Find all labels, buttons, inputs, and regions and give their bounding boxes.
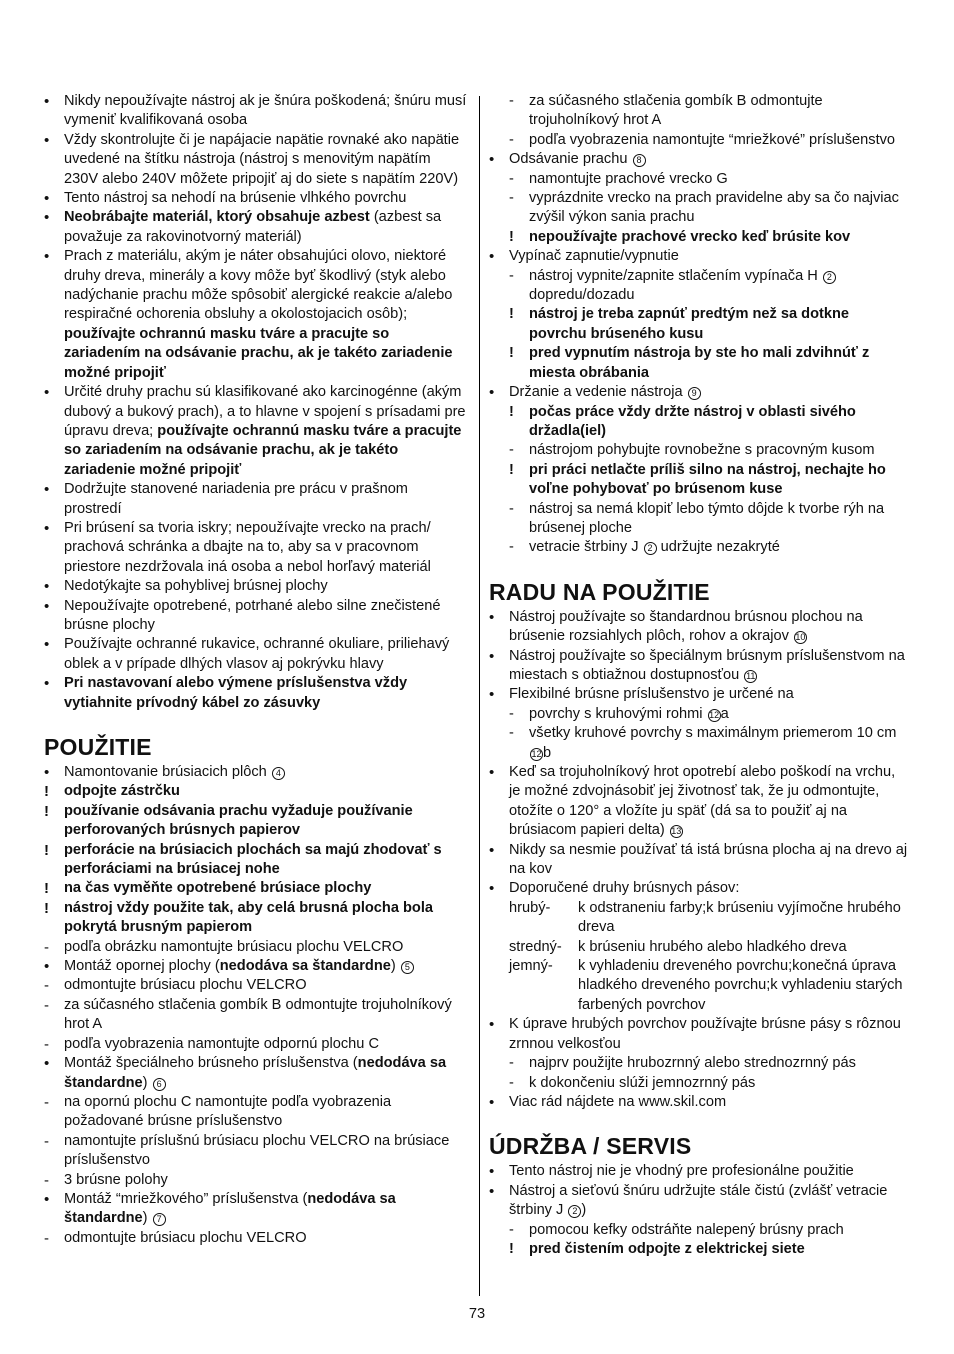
sub-item: - namontujte príslušnú brúsiacu plochu VELCRO na brúsiace príslušenstvo bbox=[44, 1132, 450, 1169]
column-divider bbox=[479, 96, 480, 1296]
list-item: • Určité druhy prachu sú klasifikované ako karcinogénne (akým dubový a bukový prach), a to hlavne v spojení s prísadami pre úpravu dreva; používajte ochrannú masku tváre a pracujte so zariadením na odsávanie prachu, ak je takéto zariadenie možné pripojiť bbox=[44, 384, 466, 478]
figure-ref: 6 bbox=[153, 1078, 166, 1091]
right-column bbox=[489, 92, 909, 1259]
warning-item: ! počas práce vždy držte nástroj v oblasti sivého držadla(iel) bbox=[509, 403, 856, 439]
list-item: • Pri nastavovaní alebo výmene príslušenstva vždy vytiahnite prívodný kábel zo zásuvky bbox=[44, 675, 408, 711]
list-item: • Vypínač zapnutie/vypnutie bbox=[489, 248, 679, 266]
section-heading-usage: POUŽITIE bbox=[44, 734, 152, 760]
list-item: • Nástroj používajte so špeciálnym brúsnym príslušenstvom na miestach s obtiažnou dostupnosťou 11 bbox=[489, 647, 905, 683]
list-item: • Montáž špeciálneho brúsneho príslušenstva (nedodáva sa štandardne) 6 bbox=[44, 1055, 447, 1091]
warning-item: ! nástroj je treba zapnúť predtým než sa dotkne povrchu brúseného kusu bbox=[509, 306, 850, 342]
list-item: • Nikdy sa nesmie používať tá istá brúsna plocha aj na drevo aj na kov bbox=[489, 841, 908, 878]
sub-item: - vyprázdnite vrecko na prach pravidelne aby sa čo najviac zvýšil výkon sania prachu bbox=[509, 190, 899, 226]
list-item: • Namontovanie brúsiacich plôch 4 bbox=[44, 763, 468, 782]
sub-item: - 3 brúsne polohy bbox=[44, 1171, 168, 1189]
sub-item: - odmontujte brúsiacu plochu VELCRO bbox=[44, 977, 307, 995]
list-item: • Prach z materiálu, akým je náter obsahujúci olovo, niektoré druhy dreva, minerály a kovy môže byť škodlivý (styk alebo nadýchanie prachu môže spôsobiť alergické reakcie a/alebo respiračné ochorenia obsluhy a okolostojacich osôb); používajte ochrannú masku tváre a pracujte so zariadením na odsávanie prachu, ak je takéto zariadenie možné pripojiť bbox=[44, 248, 453, 381]
grit-row: stredný- k brúseniu hrubého alebo hladkého dreva bbox=[509, 938, 847, 955]
warning-item: ! odpojte zástrčku bbox=[44, 783, 180, 801]
grit-row: jemný- k vyhladeniu dreveného povrchu;konečná úprava hladkého dreveného povrchu;k vyhladeniu starých farbených povrchov bbox=[509, 958, 903, 1013]
sub-item: - nástroj vypnite/zapnite stlačením vypínača H 2 dopredu/dozadu bbox=[489, 267, 909, 306]
list-item: • Používajte ochranné rukavice, ochranné okuliare, priliehavý oblek a v prípade dlhých vlasov aj pokrývku hlavy bbox=[44, 636, 450, 672]
left-column bbox=[44, 92, 468, 1248]
figure-ref: 2 bbox=[644, 542, 657, 555]
list-item: • Nástroj používajte so štandardnou brúsnou plochou na brúsenie rozsiahlych plôch, rohov a okrajov 10 bbox=[489, 608, 863, 645]
list-item: • Pri brúsení sa tvoria iskry; nepoužívajte vrecko na prach/ prachová schránka a dbajte na to, aby sa v pracovnom priestore nezdržovala iná osoba a nebol horľavý materiál bbox=[44, 519, 431, 575]
list-item: • Montáž “mriežkového” príslušenstva (nedodáva sa štandardne) 7 bbox=[44, 1190, 396, 1227]
list-item: • Dodržujte stanovené nariadenia pre prácu v prašnom prostredí bbox=[44, 481, 408, 517]
warning-item: ! nástroj vždy použite tak, aby celá brusná plocha bola pokrytá brusným papierom bbox=[44, 899, 433, 936]
figure-ref: 12 bbox=[531, 748, 542, 759]
list-item: • Nedotýkajte sa pohyblivej brúsnej plochy bbox=[44, 578, 328, 596]
figure-ref: 10 bbox=[795, 632, 806, 643]
sub-item: - nástroj sa nemá klopiť lebo týmto dôjde k tvorbe rýh na brúsenej ploche bbox=[509, 500, 885, 536]
list-item: • Tento nástroj nie je vhodný pre profesionálne použitie bbox=[489, 1163, 854, 1181]
warning-item: ! pri práci netlačte príliš silno na nástroj, nechajte ho voľne pohybovať po brúsenom kuse bbox=[509, 461, 886, 498]
list-item: • Odsávanie prachu 8 bbox=[489, 150, 909, 169]
figure-ref: 2 bbox=[823, 271, 836, 284]
figure-ref: 7 bbox=[153, 1213, 166, 1226]
figure-ref: 2 bbox=[568, 1205, 581, 1218]
warning-item: ! nepoužívajte prachové vrecko keď brúsite kov bbox=[509, 228, 851, 245]
list-item: • Nikdy nepoužívajte nástroj ak je šnúra poškodená; šnúru musí vymeniť kvalifikovaná osoba bbox=[44, 93, 467, 129]
figure-ref: 8 bbox=[633, 154, 646, 167]
list-item: • Flexibilné brúsne príslušenstvo je určené na bbox=[489, 686, 794, 704]
sub-item: - za súčasného stlačenia gombík B odmontujte trojuholníkový hrot A bbox=[509, 93, 823, 129]
figure-ref: 11 bbox=[746, 670, 756, 681]
list-item: • Viac rád nájdete na www.skil.com bbox=[489, 1093, 727, 1111]
sub-item: - povrchy s kruhovými rohmi 12 a bbox=[509, 705, 729, 722]
sub-item: - vetracie štrbiny J 2 udržujte nezakryté bbox=[509, 539, 780, 556]
list-item: • K úprave hrubých povrchov používajte brúsne pásy s rôznou zrnnou velkosťou bbox=[489, 1016, 901, 1052]
sub-item: - pomocou kefky odstráňte nalepený brúsny prach bbox=[509, 1221, 844, 1238]
section-heading-maintenance: ÚDRŽBA / SERVIS bbox=[489, 1133, 692, 1160]
list-item: • Nepoužívajte opotrebené, potrhané alebo silne znečistené brúsne plochy bbox=[44, 597, 441, 633]
grit-row: hrubý- k odstraneniu farby;k brúseniu vyjímočne hrubého dreva bbox=[509, 899, 901, 936]
warning-item: ! perforácie na brúsiacich plochách sa majú zhodovať s perforáciami na brúsiacej nohe bbox=[44, 841, 442, 878]
figure-ref: 4 bbox=[272, 767, 285, 780]
figure-ref: 13 bbox=[671, 826, 682, 837]
warning-item: ! pred čistením odpojte z elektrickej siete bbox=[509, 1240, 805, 1257]
sub-item: - všetky kruhové povrchy s maximálnym priemerom 10 cm 12 b bbox=[509, 725, 897, 761]
sub-item: - odmontujte brúsiacu plochu VELCRO bbox=[44, 1229, 307, 1247]
list-item: • Neobrábajte materiál, ktorý obsahuje azbest (azbest sa považuje za rakovinotvorný materiál) bbox=[44, 209, 442, 245]
sub-item: - za súčasného stlačenia gombík B odmontujte trojuholníkový hrot A bbox=[44, 996, 452, 1033]
warning-item: ! používanie odsávania prachu vyžaduje používanie perforovaných brúsnych papierov bbox=[44, 802, 413, 839]
list-item: • Montáž opornej plochy (nedodáva sa štandardne) 5 bbox=[44, 957, 468, 976]
sub-item: - namontujte prachové vrecko G bbox=[509, 170, 728, 187]
sub-item: - nástrojom pohybujte rovnobežne s pracovným kusom bbox=[509, 442, 875, 459]
sub-item: - najprv použijte hrubozrnný alebo strednozrnný pás bbox=[509, 1055, 856, 1072]
figure-ref: 9 bbox=[688, 387, 701, 400]
list-item: • Nástroj a sieťovú šnúru udržujte stále čistú (zvlášť vetracie štrbiny J 2 ) bbox=[489, 1182, 888, 1219]
list-item: • Doporučené druhy brúsnych pásov: bbox=[489, 880, 740, 898]
sub-item: - na opornú plochu C namontujte podľa vyobrazenia požadované brúsne príslušenstvo bbox=[44, 1093, 392, 1130]
sub-item: - podľa obrázku namontujte brúsiacu plochu VELCRO bbox=[44, 938, 404, 956]
page-number: 73 bbox=[468, 1306, 486, 1322]
figure-ref: 5 bbox=[401, 961, 414, 974]
sub-item: - podľa vyobrazenia namontujte “mriežkové” príslušenstvo bbox=[509, 131, 896, 148]
section-heading-tips: RADU NA POUŽITIE bbox=[489, 578, 710, 605]
list-item: • Vždy skontrolujte či je napájacie napätie rovnaké ako napätie uvedené na štítku nástroja (nástroj s menovitým napätím 230V alebo 240V môžete pripojiť aj do siete s napätím 220V) bbox=[44, 131, 460, 187]
warning-item: ! pred vypnutím nástroja by ste ho mali zdvihnúť z miesta obrábania bbox=[509, 345, 870, 381]
list-item: • Tento nástroj sa nehodí na brúsenie vlhkého povrchu bbox=[44, 190, 407, 208]
list-item: • Keď sa trojuholníkový hrot opotrebí alebo poškodí na vrchu, je možné zdvojnásobiť jej životnosť tak, že ju odmontujte, otožíte o 120° a vložíte ju späť (dá sa to použiť aj na brúsiacom papieri delta) 13 bbox=[489, 764, 896, 839]
list-item: • Držanie a vedenie nástroja 9 bbox=[489, 383, 909, 402]
sub-item: - k dokončeniu slúži jemnozrnný pás bbox=[509, 1074, 756, 1091]
sub-item: - podľa vyobrazenia namontujte odpornú plochu C bbox=[44, 1035, 379, 1053]
figure-ref: 12 bbox=[709, 709, 720, 720]
warning-item: ! na čas vyměňte opotrebené brúsiace plochy bbox=[44, 880, 372, 898]
